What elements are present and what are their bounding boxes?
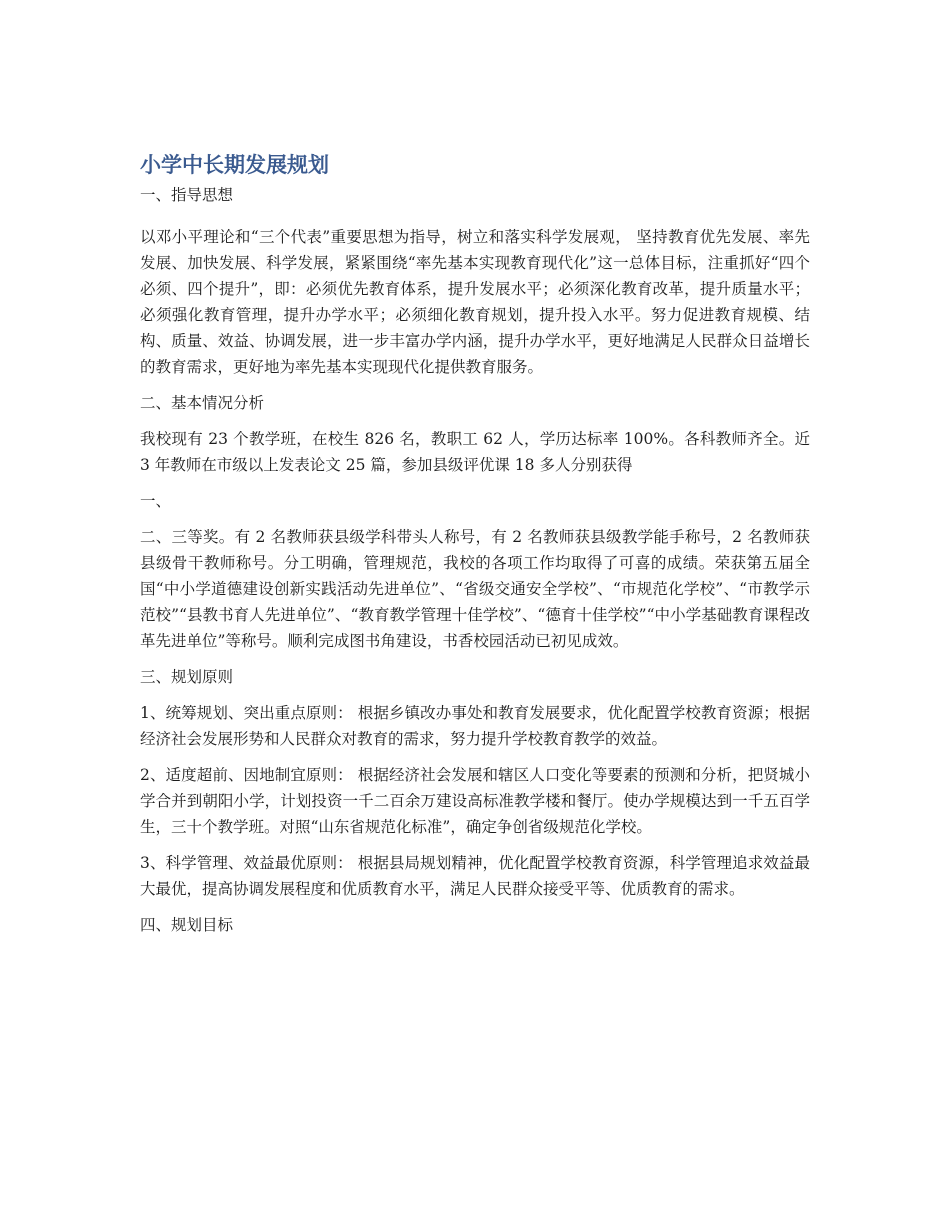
- paragraph-principle-1: 1、统筹规划、突出重点原则： 根据乡镇改办事处和教育发展要求，优化配置学校教育资源；根据经济社会发展形势和人民群众对教育的需求，努力提升学校教育教学的效益。: [140, 704, 810, 748]
- paragraph-fragment: 一、: [140, 492, 172, 510]
- paragraph-principle-2: 2、适度超前、因地制宜原则： 根据经济社会发展和辖区人口变化等要素的预测和分析，把贤城小学合并到朝阳小学，计划投资一千二百余万建设高标准教学楼和餐厅。使办学规模达到一千五百学生，三十个教学班。对照“山东省规范化标准”，确定争创省级规范化学校。: [140, 766, 810, 836]
- section-heading-guiding-ideology: 一、指导思想: [140, 186, 234, 204]
- section-heading-basic-analysis: 二、基本情况分析: [140, 394, 265, 412]
- document-page: [140, 148, 810, 938]
- paragraph-basic-analysis: 我校现有 23 个教学班，在校生 826 名，教职工 62 人，学历达标率 100%。各科教师齐全。近 3 年教师在市级以上发表论文 25 篇，参加县级评优课 18 多人分别获得: [140, 430, 810, 474]
- paragraph-guiding-ideology: 以邓小平理论和“三个代表”重要思想为指导，树立和落实科学发展观， 坚持教育优先发展、率先发展、加快发展、科学发展，紧紧围绕“率先基本实现教育现代化”这一总体目标，注重抓好“四个必须、四个提升”，即：必须优先教育体系，提升发展水平；必须深化教育改革，提升质量水平；必须强化教育管理，提升办学水平；必须细化教育规划，提升投入水平。努力促进教育规模、结构、质量、效益、协调发展，进一步丰富办学内涵，提升办学水平，更好地满足人民群众日益增长的教育需求，更好地为率先基本实现现代化提供教育服务。: [140, 228, 810, 376]
- section-heading-goals: 四、规划目标: [140, 916, 234, 934]
- section-heading-principles: 三、规划原则: [140, 668, 234, 686]
- paragraph-principle-3: 3、科学管理、效益最优原则： 根据县局规划精神，优化配置学校教育资源，科学管理追求效益最大最优，提高协调发展程度和优质教育水平，满足人民群众接受平等、优质教育的需求。: [140, 854, 810, 898]
- document-title: 小学中长期发展规划: [140, 153, 329, 177]
- paragraph-awards: 二、三等奖。有 2 名教师获县级学科带头人称号，有 2 名教师获县级教学能手称号，2 名教师获县级骨干教师称号。分工明确，管理规范，我校的各项工作均取得了可喜的成绩。荣获第五届全国“中小学道德建设创新实践活动先进单位”、“省级交通安全学校”、“市规范化学校”、“市教学示范校”“县教书育人先进单位”、“教育教学管理十佳学校”、“德育十佳学校”“中小学基础教育课程改革先进单位”等称号。顺利完成图书角建设，书香校园活动已初见成效。: [140, 528, 810, 650]
